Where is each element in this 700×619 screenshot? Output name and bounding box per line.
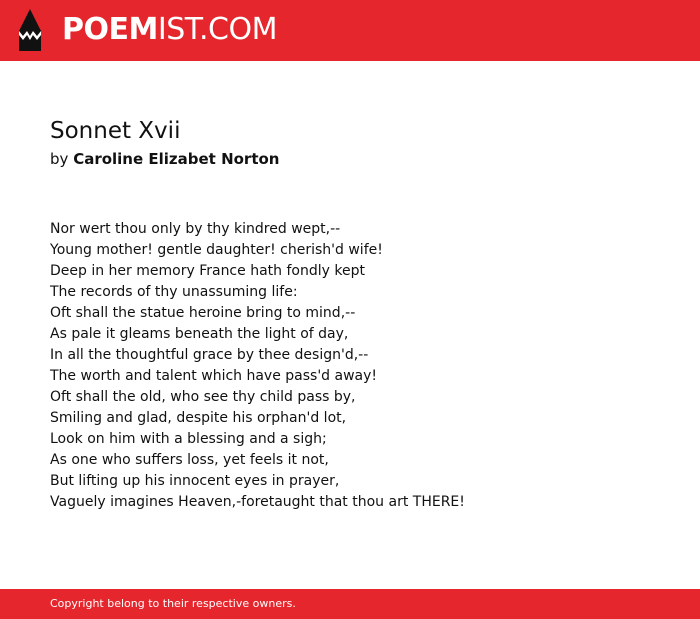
poem-line: But lifting up his innocent eyes in prayer,: [50, 473, 340, 489]
poem-line: Nor wert thou only by thy kindred wept,--: [50, 221, 341, 237]
poem-line: Deep in her memory France hath fondly kept: [50, 263, 365, 279]
poem-author: Caroline Elizabet Norton: [73, 150, 280, 168]
copyright-notice: Copyright belong to their respective owners.: [50, 597, 296, 610]
poem-line: Young mother! gentle daughter! cherish'd wife!: [50, 242, 383, 258]
site-logo[interactable]: [62, 10, 277, 50]
poem-line: Oft shall the old, who see thy child pass by,: [50, 389, 356, 405]
poem-line: Look on him with a blessing and a sigh;: [50, 431, 327, 447]
logo-bold-text: POEM: [62, 12, 158, 47]
site-header: [0, 0, 700, 61]
poem-line: The records of thy unassuming life:: [50, 284, 298, 300]
site-footer: [0, 589, 700, 619]
poem-line: As one who suffers loss, yet feels it not,: [50, 452, 329, 468]
poem-line: Smiling and glad, despite his orphan'd lot,: [50, 410, 347, 426]
poem-line: As pale it gleams beneath the light of day,: [50, 326, 349, 342]
poem-line: Vaguely imagines Heaven,-foretaught that thou art THERE!: [50, 494, 465, 510]
pencil-icon: [17, 9, 43, 51]
poem-line: Oft shall the statue heroine bring to mind,--: [50, 305, 356, 321]
poem-body: [50, 219, 465, 513]
byline-prefix: by: [50, 150, 69, 168]
poem-line: In all the thoughtful grace by thee design'd,--: [50, 347, 369, 363]
logo-light-text: IST.COM: [157, 12, 277, 47]
poem-byline: [50, 149, 279, 169]
poem-title: Sonnet Xvii: [50, 118, 181, 144]
poem-line: The worth and talent which have pass'd away!: [50, 368, 378, 384]
